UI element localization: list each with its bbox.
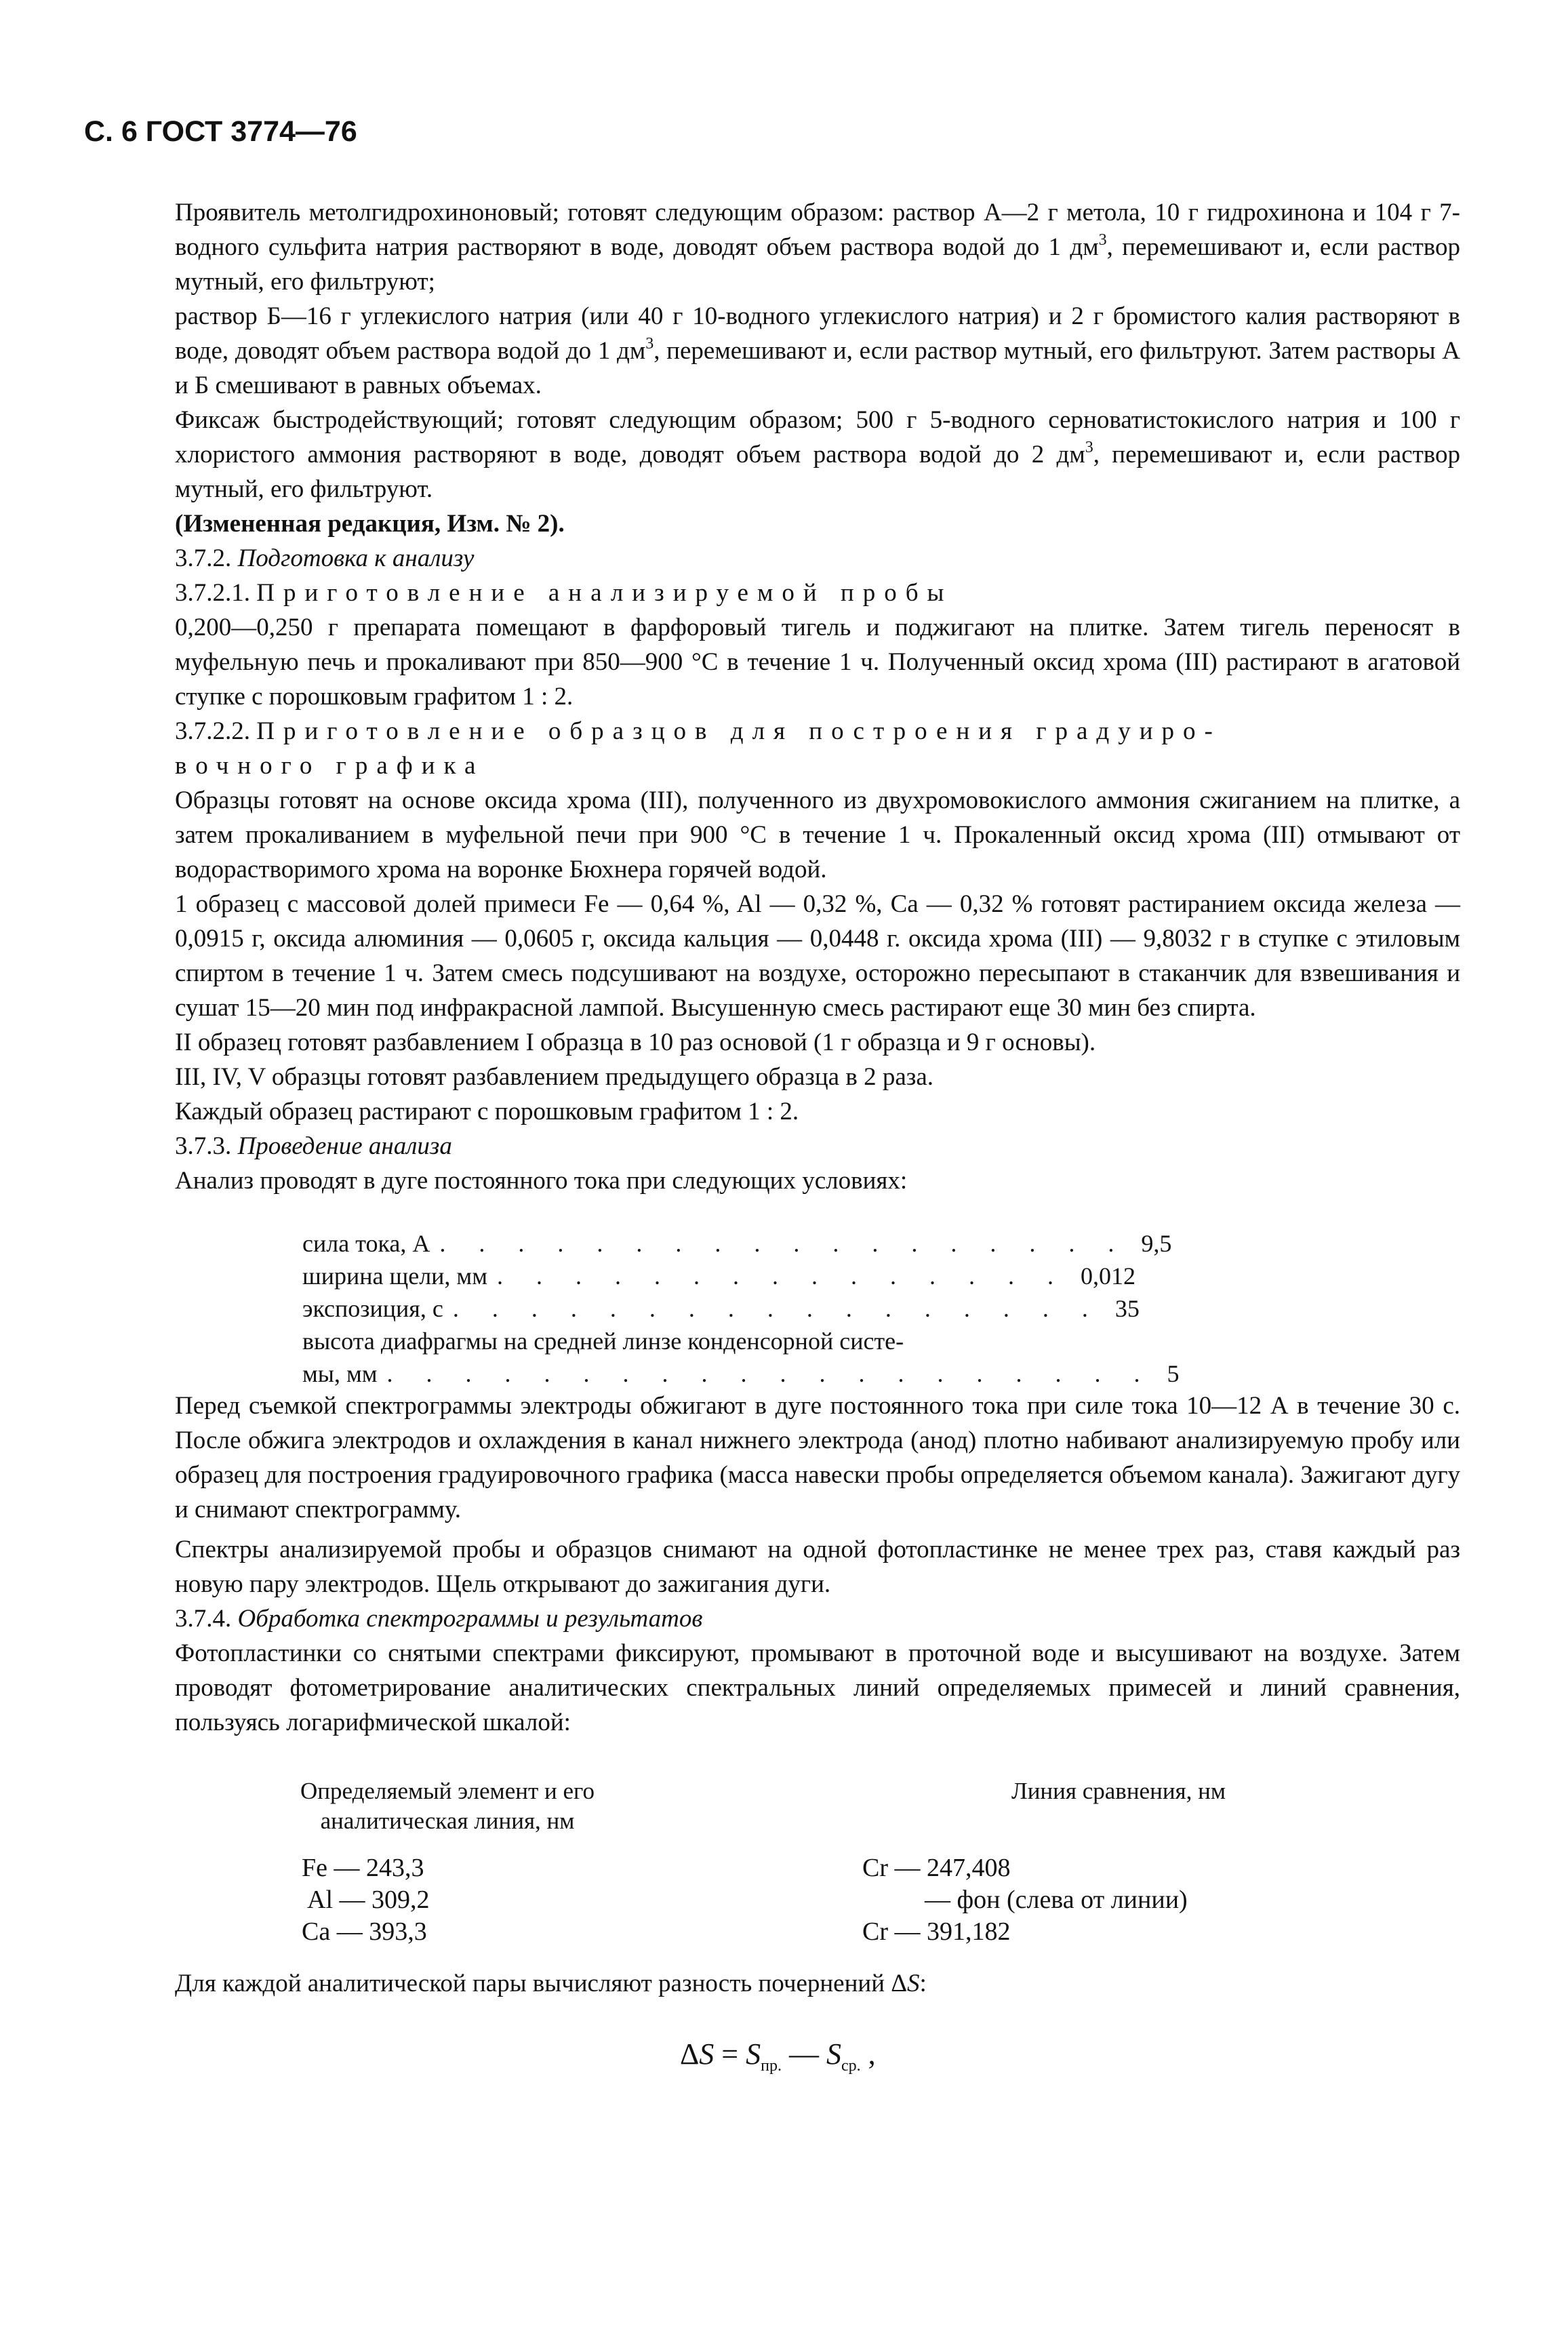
condition-value: 0,012 xyxy=(1081,1262,1135,1290)
paragraph-standards-3-5: III, IV, V образцы готовят разбавлением предыдущего образца в 2 раза. xyxy=(175,1063,934,1091)
condition-value: 9,5 xyxy=(1141,1230,1172,1257)
formula-delta: Δ xyxy=(680,2037,700,2071)
symbol-s: S xyxy=(907,1970,920,1997)
difference-intro xyxy=(175,1966,1460,2001)
superscript: 3 xyxy=(1085,439,1093,456)
paragraph-text: Проявитель метолгидрохиноновый; готовят следующим образом: раствор А—2 г метола, 10 г гидрохинона и 104 г 7-водного сульфита натрия растворяют в воде, доводят объем раствора водой до 1 дм xyxy=(175,199,1460,261)
paragraph-text: Для каждой аналитической пары вычисляют разность почернений Δ xyxy=(175,1970,908,1997)
leader-dots: . . . . . . . . . . . . . . . . . . xyxy=(439,1230,1128,1257)
formula-minus: — xyxy=(781,2037,826,2071)
table-header-reference: Линия сравнения, нм xyxy=(1011,1778,1226,1804)
condition-label: сила тока, А xyxy=(302,1230,430,1257)
leader-dots: . . . . . . . . . . . . . . . . . xyxy=(452,1295,1102,1322)
condition-row xyxy=(302,1357,1180,1390)
table-reference-column xyxy=(862,1852,1337,1948)
paragraph-sample-prep: 0,200—0,250 г препарата помещают в фарфоровый тигель и поджигают на плитке. Затем тигель переносят в муфельную печь и прокаливают при 850—900 °С в течение 1 ч. Полученный оксид хрома (III) растирают в агатовой ступке с порошковым графитом 1 : 2. xyxy=(175,614,1460,711)
formula-symbol: S xyxy=(826,2037,841,2071)
formula-comma: , xyxy=(860,2037,876,2071)
section-3-7-2 xyxy=(175,541,1460,576)
condition-row xyxy=(302,1292,1150,1325)
paragraph-text: раствор Б—16 г углекислого натрия (или 40 г 10-водного углекислого натрия) и 2 г бромистого калия растворяют в воде, доводят объем раствора водой до 1 дм xyxy=(175,302,1460,365)
section-title: Обработка спектрограммы и результатов xyxy=(237,1605,703,1633)
condition-label: высота диафрагмы на средней линзе конденсорной систе- xyxy=(302,1328,904,1355)
formula-subscript: пр. xyxy=(761,2057,782,2075)
condition-label: экспозиция, с xyxy=(302,1295,443,1322)
table-header-text: Определяемый элемент и его xyxy=(300,1778,595,1804)
condition-label: ширина щели, мм xyxy=(302,1262,487,1290)
paragraph-text: , перемешивают и, если раствор мутный, его фильтруют; xyxy=(175,233,1460,296)
paragraph-photometry: Фотопластинки со снятыми спектрами фиксируют, промывают в проточной воде и высушивают на воздухе. Затем проводят фотометрирование аналитических спектральных линий определяемых примесей и линий сравнения, пользуясь логарифмической шкалой: xyxy=(175,1639,1460,1736)
paragraph-grinding: Каждый образец растирают с порошковым графитом 1 : 2. xyxy=(175,1098,799,1125)
section-number: 3.7.3. xyxy=(175,1132,232,1160)
superscript: 3 xyxy=(645,335,654,353)
condition-row xyxy=(302,1260,1150,1292)
condition-row xyxy=(302,1325,1150,1357)
formula-subscript: ср. xyxy=(841,2057,861,2075)
paragraph-developer xyxy=(175,195,1460,299)
condition-label: мы, мм xyxy=(302,1360,378,1387)
superscript: 3 xyxy=(1098,231,1107,249)
leader-dots: . . . . . . . . . . . . . . . xyxy=(497,1262,1067,1290)
table-header-element xyxy=(258,1776,637,1836)
section-title: Проведение анализа xyxy=(237,1132,452,1160)
section-3-7-3 xyxy=(175,1129,1460,1163)
section-title: Приготовление образцов для построения градуиро- xyxy=(256,717,1222,745)
paragraph-difference xyxy=(175,1966,1460,2001)
section-number: 3.7.2. xyxy=(175,544,232,572)
conditions-list xyxy=(302,1227,1180,1390)
paragraph-standard-1: 1 образец с массовой долей примеси Fe — 0,64 %, Al — 0,32 %, Ca — 0,32 % готовят растиранием оксида железа — 0,0915 г, оксида алюминия — 0,0605 г, оксида кальция — 0,0448 г. оксида хрома (III) — 9,8032 г в ступке с этиловым спиртом в течение 1 ч. Затем смесь подсушивают на воздухе, осторожно пересыпают в стаканчик для взвешивания и сушат 15—20 мин под инфракрасной лампой. Высушенную смесь растирают еще 30 мин без спирта. xyxy=(175,890,1460,1022)
section-number: 3.7.4. xyxy=(175,1605,232,1633)
paragraph-text: Фиксаж быстродействующий; готовят следующим образом; 500 г 5-водного серноватистокислого натрия и 100 г хлористого аммония растворяют в воде, доводят объем раствора водой до 2 дм xyxy=(175,406,1460,468)
amendment-note: (Измененная редакция, Изм. № 2). xyxy=(175,510,565,538)
page-header: С. 6 ГОСТ 3774—76 xyxy=(84,115,357,148)
section-3-7-4 xyxy=(175,1601,1460,1636)
table-cell-reference: Cr — 391,182 xyxy=(862,1917,1011,1946)
paragraph-conditions-intro: Анализ проводят в дуге постоянного тока при следующих условиях: xyxy=(175,1167,908,1195)
formula-delta-s xyxy=(680,2034,876,2075)
section-title: Приготовление анализируемой пробы xyxy=(256,579,953,607)
paragraph-spectra: Спектры анализируемой пробы и образцов снимают на одной фотопластинке не менее трех раз, ставя каждый раз новую пару электродов. Щель открывают до зажигания дуги. xyxy=(175,1536,1460,1598)
paragraph-text: : xyxy=(919,1970,927,1997)
analysis-section xyxy=(175,1389,1460,1740)
formula-symbol: S xyxy=(746,2037,761,2071)
paragraph-text: , перемешивают и, если раствор мутный, его фильтруют. xyxy=(175,441,1460,503)
paragraph-solution-b xyxy=(175,299,1460,403)
section-number: 3.7.2.2. xyxy=(175,717,250,745)
section-3-7-2-2 xyxy=(175,714,1460,783)
table-cell-element: Fe — 243,3 xyxy=(302,1854,424,1882)
section-number: 3.7.2.1. xyxy=(175,579,250,607)
formula-symbol: S xyxy=(699,2037,715,2071)
condition-value: 5 xyxy=(1167,1360,1180,1387)
table-cell-reference: Cr — 247,408 xyxy=(862,1854,1011,1882)
paragraph-text: , перемешивают и, если раствор мутный, его фильтруют. Затем растворы А и Б смешивают в равных объемах. xyxy=(175,337,1460,399)
paragraph-fixer xyxy=(175,403,1460,506)
table-cell-reference: — фон (слева от линии) xyxy=(925,1886,1188,1914)
paragraph-standard-2: II образец готовят разбавлением I образца в 10 раз основой (1 г образца и 9 г основы). xyxy=(175,1029,1096,1056)
condition-value: 35 xyxy=(1114,1295,1140,1322)
reagents-section xyxy=(175,195,1460,1198)
table-header-text: аналитическая линия, нм xyxy=(320,1808,575,1834)
section-title-cont: вочного графика xyxy=(175,752,485,780)
section-3-7-2-1 xyxy=(175,576,1460,610)
formula-equals: = xyxy=(714,2037,746,2071)
section-title: Подготовка к анализу xyxy=(237,544,475,572)
condition-row xyxy=(302,1227,1172,1260)
leader-dots: . . . . . . . . . . . . . . . . . . . . xyxy=(386,1360,1154,1387)
paragraph-standards-base: Образцы готовят на основе оксида хрома (III), полученного из двухромовокислого аммония сжиганием на плитке, а затем прокаливанием в муфельной печи при 900 °С в течение 1 ч. Прокаленный оксид хрома (III) отмывают от водорастворимого хрома на воронке Бюхнера горячей водой. xyxy=(175,786,1460,883)
table-cell-element: Al — 309,2 xyxy=(307,1886,430,1914)
table-elements-column xyxy=(302,1852,573,1948)
paragraph-electrodes: Перед съемкой спектрограммы электроды обжигают в дуге постоянного тока при силе тока 10—12 А в течение 30 с. После обжига электродов и охлаждения в канал нижнего электрода (анод) плотно набивают анализируемую пробу или образец для построения градуировочного графика (масса навески пробы определяется объемом канала). Зажигают дугу и снимают спектрограмму. xyxy=(175,1392,1460,1523)
table-cell-element: Ca — 393,3 xyxy=(302,1917,427,1946)
